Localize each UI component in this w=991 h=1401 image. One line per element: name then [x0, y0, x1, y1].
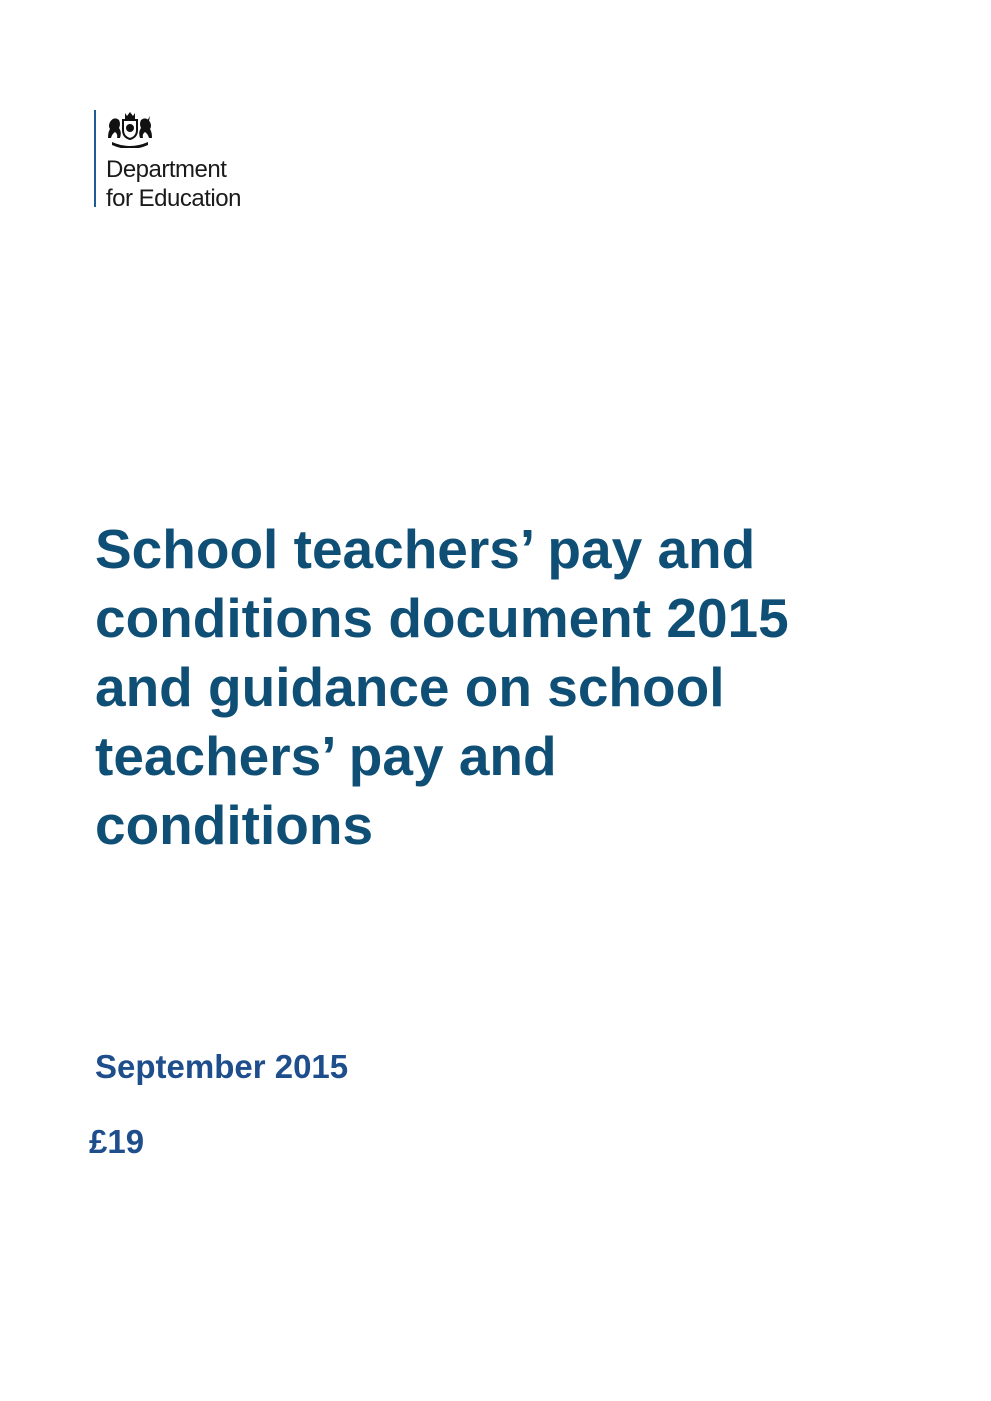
logo-line-1: Department: [106, 156, 227, 183]
title-line: teachers’ pay and: [95, 725, 557, 787]
logo-text: [106, 155, 241, 213]
document-title: [95, 515, 915, 860]
price: £19: [89, 1123, 145, 1160]
title-line: conditions document 2015: [95, 587, 789, 649]
logo-line-2: for Education: [106, 185, 241, 212]
title-line: conditions: [95, 794, 374, 856]
logo-divider-bar: [94, 110, 96, 207]
title-line: and guidance on school: [95, 656, 725, 718]
royal-coat-of-arms-icon: [106, 110, 154, 148]
publication-date: September 2015: [95, 1048, 349, 1085]
title-line: School teachers’ pay and: [95, 518, 756, 580]
